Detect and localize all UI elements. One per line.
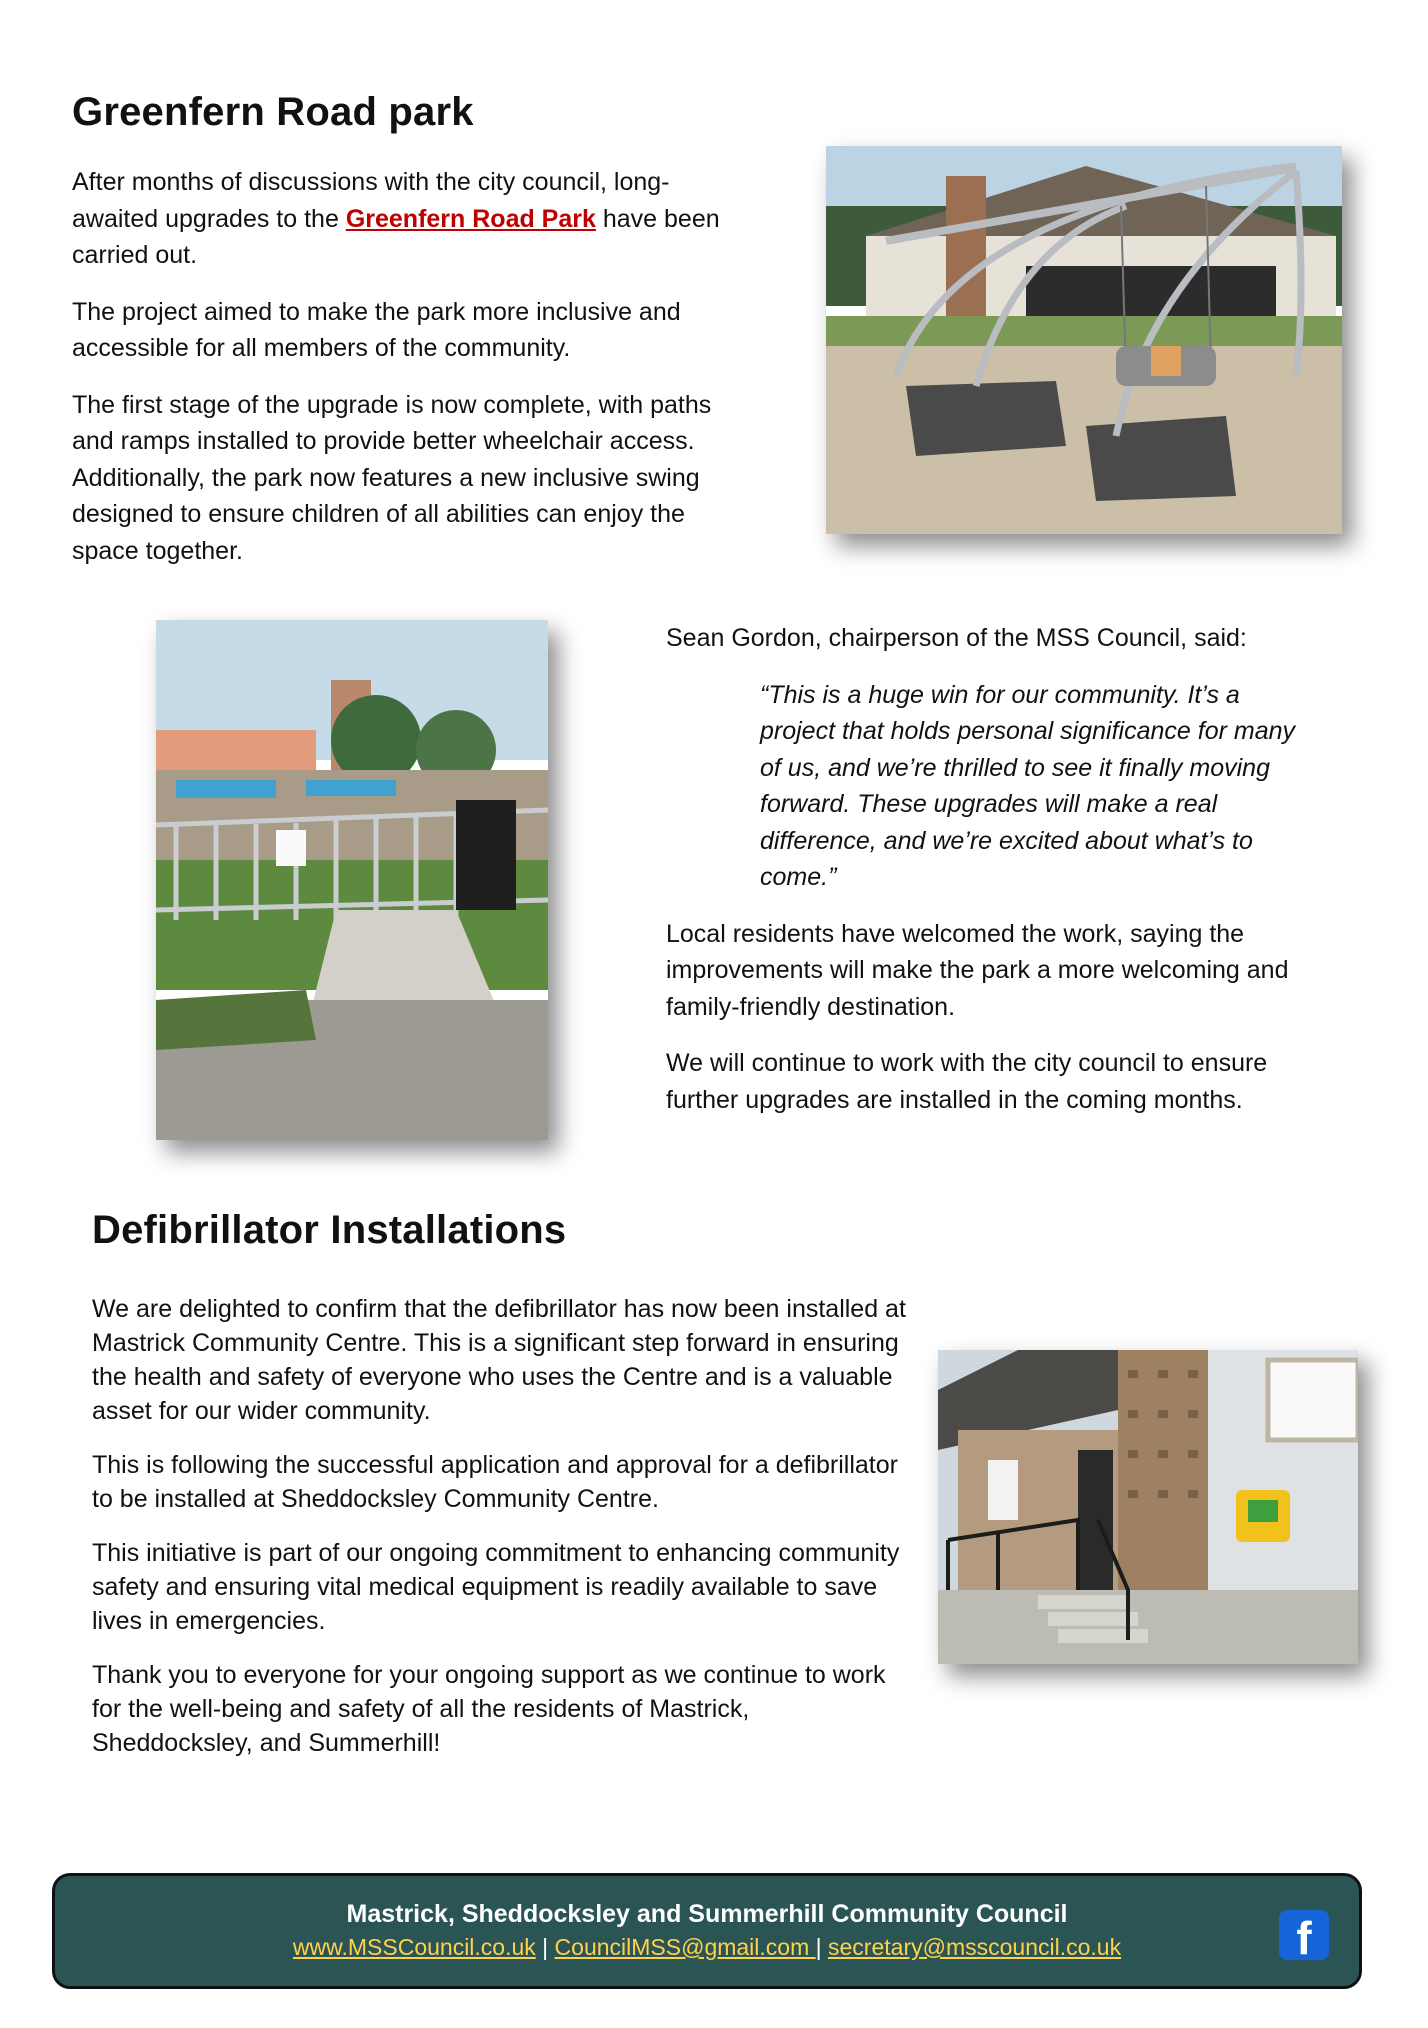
swing-photo: [826, 146, 1342, 534]
park-paragraph-5: We will continue to work with the city council to ensure further upgrades are installed in the coming months.: [666, 1049, 1268, 1114]
footer-separator: |: [815, 1934, 829, 1960]
defibrillator-photo: [938, 1350, 1358, 1664]
defib-paragraph-4: Thank you to everyone for your ongoing support as we continue to work for the well-being and safety of all the residents of Mastrick, Sheddocksley, and Summerhill!: [92, 1661, 886, 1757]
chairperson-quote: “This is a huge win for our community. It’s a project that holds personal significance for many of us, and we’re thrilled to see it finally moving forward. These upgrades will make a real difference, and we’re excited about what’s to come.”: [760, 680, 1296, 891]
park-paragraph-2: The project aimed to make the park more inclusive and accessible for all members of the community.: [72, 297, 681, 362]
footer-bar: [52, 1873, 1362, 1989]
section-title-park: Greenfern Road park: [72, 90, 474, 134]
facebook-icon[interactable]: f: [1279, 1910, 1329, 1960]
park-intro-text: [72, 164, 732, 589]
secretary-email-link[interactable]: secretary@msscouncil.co.uk: [828, 1934, 1122, 1960]
defib-paragraph-1: We are delighted to confirm that the defibrillator has now been installed at Mastrick Community Centre. This is a significant step forward in ensuring the health and safety of everyone who uses the Centre and is a valuable asset for our wider community.: [92, 1295, 906, 1425]
greenfern-road-park-link[interactable]: Greenfern Road Park: [345, 204, 596, 233]
quote-block: [666, 620, 1342, 1138]
gate-ramp-photo: [156, 620, 548, 1140]
gmail-link[interactable]: CouncilMSS@gmail.com: [554, 1934, 816, 1960]
defib-paragraph-2: This is following the successful application and approval for a defibrillator to be installed at Sheddocksley Community Centre.: [92, 1451, 898, 1513]
footer-council-name: Mastrick, Sheddocksley and Summerhill Community Council: [346, 1900, 1068, 1928]
footer-links: [55, 1934, 1359, 1961]
defibrillator-text: [92, 1292, 912, 1780]
park-paragraph-4: Local residents have welcomed the work, saying the improvements will make the park a more welcoming and family-friendly destination.: [666, 919, 1289, 1021]
footer-separator: |: [535, 1934, 555, 1960]
website-link[interactable]: www.MSSCouncil.co.uk: [292, 1934, 536, 1960]
speaker-attribution: Sean Gordon, chairperson of the MSS Council, said:: [666, 624, 1247, 652]
section-title-defibrillator: Defibrillator Installations: [92, 1208, 567, 1252]
park-paragraph-1: After months of discussions with the city council, long-awaited upgrades to the Greenfern Road Park have been carried out.: [72, 168, 720, 269]
defib-paragraph-3: This initiative is part of our ongoing commitment to enhancing community safety and ensuring vital medical equipment is readily available to save lives in emergencies.: [92, 1539, 900, 1635]
park-paragraph-3: The first stage of the upgrade is now complete, with paths and ramps installed to provide better wheelchair access. Additionally, the park now features a new inclusive swing designed to ensure children of all abilities can enjoy the space together.: [72, 390, 712, 565]
